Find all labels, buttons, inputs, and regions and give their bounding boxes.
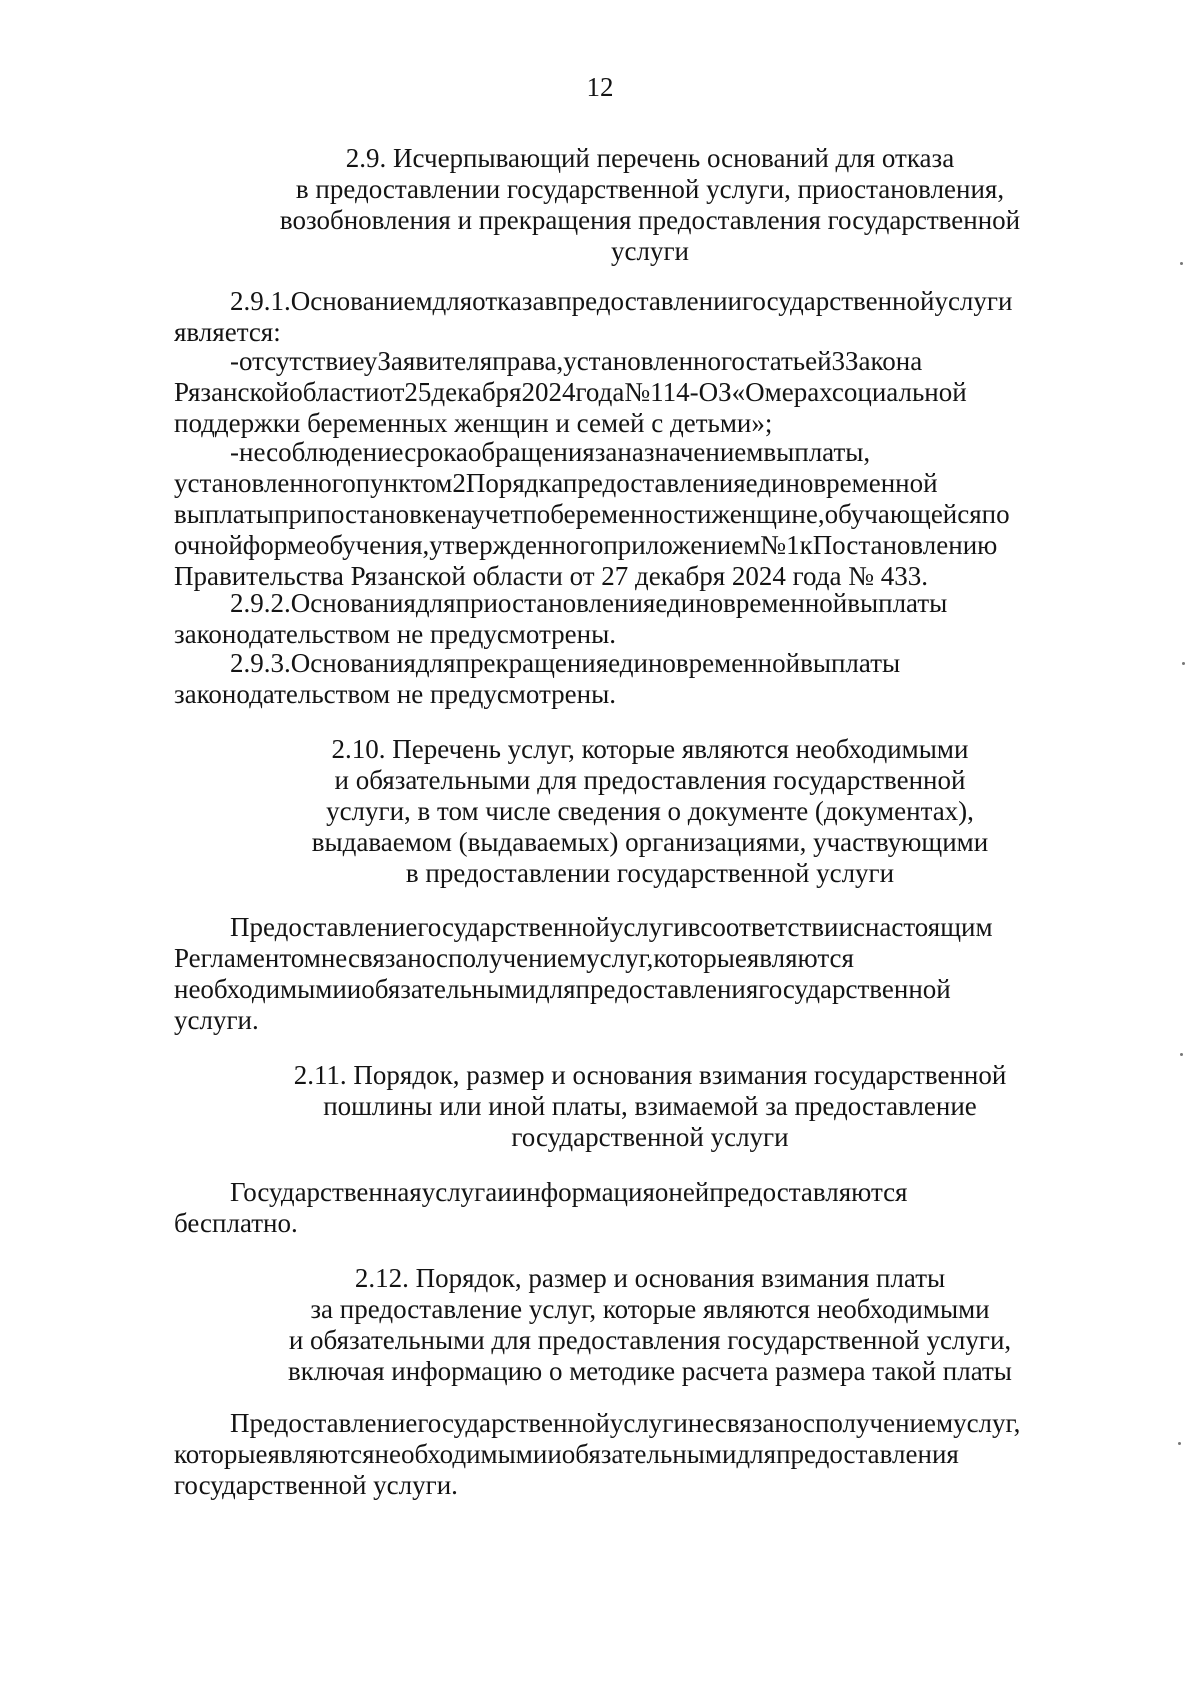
word: о bbox=[654, 1177, 669, 1207]
word: для bbox=[432, 286, 473, 316]
word: ней bbox=[668, 1177, 710, 1207]
word: декабря bbox=[431, 377, 522, 407]
word: единовременной bbox=[608, 648, 801, 678]
word: обязательными bbox=[361, 974, 536, 1004]
heading-line: выдаваемом (выдаваемых) организациями, участвующими bbox=[311, 827, 989, 857]
word: и bbox=[497, 1177, 512, 1207]
text-line: услуги. bbox=[174, 1005, 259, 1035]
word: являются bbox=[746, 943, 854, 973]
word: с bbox=[852, 912, 865, 942]
word: 1 bbox=[786, 530, 800, 560]
heading-line: 2.12. Порядок, размер и основания взимания платы bbox=[354, 1263, 946, 1293]
heading-line: пошлины или иной платы, взимаемой за предоставление bbox=[323, 1091, 977, 1121]
word: которые bbox=[653, 943, 747, 973]
word: выплаты bbox=[847, 588, 948, 618]
section-2-10-heading bbox=[150, 734, 1150, 889]
word: за bbox=[594, 437, 618, 467]
text-line: бесплатно. bbox=[174, 1208, 298, 1238]
heading-line: и обязательными для предоставления государственной bbox=[334, 765, 966, 795]
text-line: Правительства Рязанской области от 27 декабря 2024 года № 433. bbox=[174, 561, 928, 591]
word: Закона bbox=[845, 346, 923, 376]
heading-line: за предоставление услуг, которые являются необходимыми bbox=[310, 1294, 990, 1324]
text-line bbox=[174, 346, 1117, 377]
word: пунктом bbox=[355, 468, 453, 498]
word: отказа bbox=[472, 286, 545, 316]
heading-line: включая информацию о методике расчета размера такой платы bbox=[288, 1356, 1012, 1386]
heading-line: в предоставлении государственной услуги, приостановления, bbox=[295, 174, 1005, 204]
text-line: является: bbox=[174, 317, 281, 347]
heading-line: услуги, в том числе сведения о документе (документах), bbox=[326, 796, 974, 826]
word: учет bbox=[471, 499, 523, 529]
word: услуги bbox=[609, 1408, 688, 1438]
word: получением bbox=[448, 943, 587, 973]
word: 2.9.1. bbox=[230, 286, 291, 316]
word: государственной bbox=[758, 974, 951, 1004]
word: обучения, bbox=[315, 530, 430, 560]
word: права, bbox=[492, 346, 564, 376]
heading-line: 2.10. Перечень услуг, которые являются необходимыми bbox=[331, 734, 969, 764]
word: установленного bbox=[174, 468, 356, 498]
heading-line: и обязательными для предоставления государственной услуги, bbox=[288, 1325, 1012, 1355]
scan-speck bbox=[1180, 262, 1183, 265]
word: для bbox=[535, 974, 576, 1004]
word: предоставления bbox=[562, 468, 746, 498]
word: женщине, bbox=[711, 499, 825, 529]
word: в bbox=[687, 912, 701, 942]
word: 114-ОЗ bbox=[650, 377, 732, 407]
paragraph-2-9-3 bbox=[174, 648, 1117, 710]
text-line bbox=[174, 1408, 1117, 1439]
text-line bbox=[174, 530, 1117, 561]
word: государственной bbox=[417, 1408, 610, 1438]
word: для bbox=[415, 648, 456, 678]
word: государственной bbox=[742, 286, 935, 316]
word: приостановления bbox=[455, 588, 656, 618]
word: получением bbox=[814, 1408, 954, 1438]
heading-line: возобновления и прекращения предоставления государственной bbox=[279, 205, 1021, 235]
word: услуг, bbox=[586, 943, 654, 973]
text-line: законодательством не предусмотрены. bbox=[174, 679, 616, 709]
word: Заявителя bbox=[377, 346, 493, 376]
word: предоставлении bbox=[557, 286, 742, 316]
text-line: государственной услуги. bbox=[174, 1470, 458, 1500]
heading-line: в предоставлении государственной услуги bbox=[405, 858, 895, 888]
word: к bbox=[799, 530, 813, 560]
word: выплаты bbox=[800, 648, 901, 678]
word: прекращения bbox=[455, 648, 609, 678]
word: для bbox=[415, 588, 456, 618]
word: Основания bbox=[290, 648, 416, 678]
word: очной bbox=[174, 530, 243, 560]
word: Порядка bbox=[465, 468, 563, 498]
word: на bbox=[446, 499, 472, 529]
word: года bbox=[575, 377, 625, 407]
word: установленного bbox=[563, 346, 746, 376]
word: 2 bbox=[452, 468, 466, 498]
word: обращения bbox=[467, 437, 595, 467]
word: и bbox=[346, 974, 362, 1004]
word: по bbox=[981, 499, 1010, 529]
text-line bbox=[174, 1439, 1117, 1470]
text-line bbox=[174, 943, 1117, 974]
word: необходимыми bbox=[174, 974, 347, 1004]
word: и bbox=[547, 1439, 562, 1469]
word: постановке bbox=[316, 499, 447, 529]
word: информация bbox=[511, 1177, 655, 1207]
word: Рязанской bbox=[174, 377, 290, 407]
word: услуги bbox=[934, 286, 1013, 316]
word: Предоставление bbox=[230, 1408, 418, 1438]
word: Постановлению bbox=[812, 530, 998, 560]
word: Основанием bbox=[290, 286, 433, 316]
word: связано bbox=[714, 1408, 803, 1438]
paragraph-2-9-1 bbox=[174, 286, 1117, 348]
word: с bbox=[802, 1408, 815, 1438]
bullet-item-1 bbox=[174, 346, 1117, 439]
word: 3 bbox=[831, 346, 846, 376]
word: выплаты, bbox=[763, 437, 871, 467]
section-2-10-body bbox=[174, 912, 1117, 1036]
word: предоставления bbox=[776, 1439, 959, 1469]
word: 25 bbox=[404, 377, 432, 407]
word: связано bbox=[347, 943, 437, 973]
word: с bbox=[436, 943, 449, 973]
word: статьей bbox=[745, 346, 832, 376]
word: для bbox=[736, 1439, 777, 1469]
word: утвержденного bbox=[429, 530, 604, 560]
word: № bbox=[760, 530, 787, 560]
word: по bbox=[522, 499, 551, 529]
word: Регламентом bbox=[174, 943, 321, 973]
bullet-item-2 bbox=[174, 437, 1117, 592]
word: несоблюдение bbox=[239, 437, 405, 467]
word: единовременной bbox=[745, 468, 938, 498]
text-line bbox=[174, 1177, 1117, 1208]
word: услуги bbox=[609, 912, 688, 942]
section-2-12-body bbox=[174, 1408, 1117, 1501]
word: обязательными bbox=[561, 1439, 737, 1469]
text-line bbox=[174, 377, 1117, 408]
word: мерах bbox=[764, 377, 832, 407]
heading-line: государственной услуги bbox=[511, 1122, 789, 1152]
word: в bbox=[544, 286, 558, 316]
word: соответствии bbox=[700, 912, 853, 942]
word: предоставления bbox=[575, 974, 759, 1004]
text-line bbox=[174, 588, 1117, 619]
word: 2.9.2. bbox=[230, 588, 291, 618]
text-line bbox=[174, 912, 1117, 943]
word: необходимыми bbox=[374, 1439, 548, 1469]
word: - bbox=[230, 437, 239, 467]
word: являются bbox=[267, 1439, 375, 1469]
section-2-12-heading bbox=[150, 1263, 1150, 1387]
section-2-11-heading bbox=[150, 1060, 1150, 1153]
word: не bbox=[687, 1408, 715, 1438]
word: 2.9.3. bbox=[230, 648, 291, 678]
word: выплаты bbox=[174, 499, 275, 529]
heading-line: услуги bbox=[611, 236, 689, 266]
word: единовременной bbox=[655, 588, 848, 618]
word: услуга bbox=[421, 1177, 498, 1207]
word: Государственная bbox=[230, 1177, 422, 1207]
section-2-11-body bbox=[174, 1177, 1117, 1239]
word: Основания bbox=[290, 588, 416, 618]
word: Предоставление bbox=[230, 912, 418, 942]
word: - bbox=[230, 346, 239, 376]
word: № bbox=[624, 377, 651, 407]
word: «О bbox=[731, 377, 765, 407]
word: социальной bbox=[831, 377, 967, 407]
section-2-9-heading bbox=[150, 143, 1150, 267]
scan-speck bbox=[1180, 1053, 1183, 1056]
word: при bbox=[274, 499, 317, 529]
heading-line: 2.9. Исчерпывающий перечень оснований для отказа bbox=[345, 143, 955, 173]
page-number: 12 bbox=[586, 72, 614, 102]
word: услуг, bbox=[953, 1408, 1021, 1438]
text-line bbox=[174, 499, 1117, 530]
word: у bbox=[363, 346, 378, 376]
text-line bbox=[174, 437, 1117, 468]
scan-speck bbox=[1182, 662, 1185, 665]
word: настоящим bbox=[864, 912, 993, 942]
text-line bbox=[174, 468, 1117, 499]
word: государственной bbox=[417, 912, 610, 942]
text-line: поддержки беременных женщин и семей с детьми»; bbox=[174, 408, 773, 438]
word: 2024 bbox=[521, 377, 576, 407]
heading-line: 2.11. Порядок, размер и основания взимания государственной bbox=[293, 1060, 1007, 1090]
word: приложением bbox=[603, 530, 761, 560]
word: области bbox=[289, 377, 380, 407]
word: обучающейся bbox=[824, 499, 982, 529]
text-line: законодательством не предусмотрены. bbox=[174, 619, 616, 649]
word: беременности bbox=[550, 499, 712, 529]
word: от bbox=[379, 377, 405, 407]
text-line bbox=[174, 648, 1117, 679]
word: форме bbox=[242, 530, 316, 560]
text-line bbox=[174, 286, 1117, 317]
scan-speck bbox=[1178, 1442, 1181, 1445]
word: которые bbox=[174, 1439, 268, 1469]
word: срока bbox=[404, 437, 468, 467]
text-line bbox=[174, 974, 1117, 1005]
paragraph-2-9-2 bbox=[174, 588, 1117, 650]
word: предоставляются bbox=[709, 1177, 908, 1207]
word: отсутствие bbox=[239, 346, 364, 376]
word: не bbox=[320, 943, 348, 973]
word: назначением bbox=[617, 437, 764, 467]
